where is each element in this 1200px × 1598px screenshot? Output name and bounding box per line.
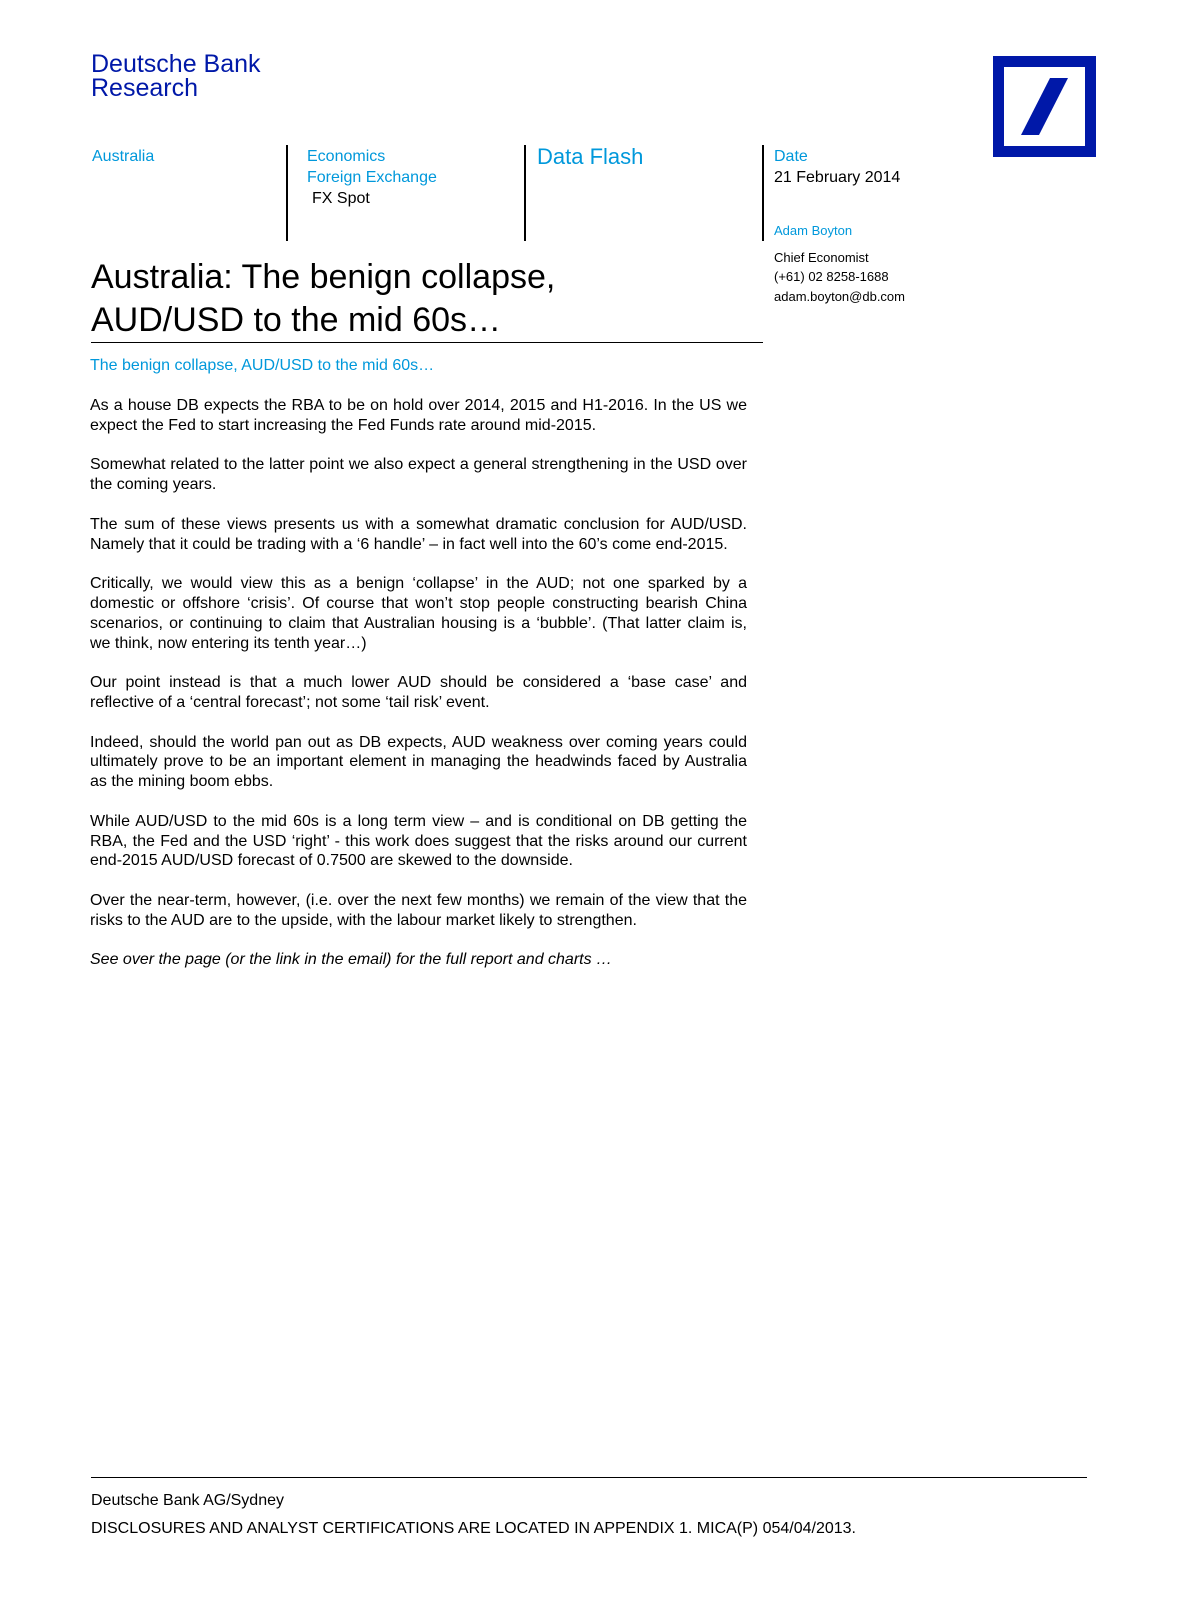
- topic-economics: Economics: [307, 148, 386, 165]
- page-footer: [91, 1487, 856, 1543]
- body-paragraph: The sum of these views presents us with a somewhat dramatic conclusion for AUD/USD. Namely that it could be trading with a ‘6 handle’ – in fact well into the 60’s come end-2015.: [90, 515, 747, 553]
- body-paragraph: As a house DB expects the RBA to be on hold over 2014, 2015 and H1-2016. In the US we expect the Fed to start increasing the Fed Funds rate around mid-2015.: [90, 397, 747, 434]
- subtopic-fx-spot: FX Spot: [312, 190, 370, 207]
- brand-research: Research: [91, 74, 198, 102]
- header-divider: [762, 145, 764, 241]
- body-paragraph: Somewhat related to the latter point we also expect a general strengthening in the USD over the coming years.: [90, 456, 747, 494]
- body-paragraph: Critically, we would view this as a benign ‘collapse’ in the AUD; not one sparked by a domestic or offshore ‘crisis’. Of course that won’t stop people constructing bearish China scenarios, or continuing to claim that Australian housing is a ‘bubble’. (That latter claim is, we think, now entering its tenth year…): [90, 575, 747, 652]
- header-divider: [286, 145, 288, 241]
- body-paragraph: While AUD/USD to the mid 60s is a long term view – and is conditional on DB getting the RBA, the Fed and the USD ‘right’ - this work does suggest that the risks around our current end-2015 AUD/USD forecast of 0.7500 are skewed to the downside.: [90, 812, 747, 870]
- title-line-1: Australia: The benign collapse,: [91, 258, 556, 296]
- report-title: [91, 256, 761, 342]
- footer-office: Deutsche Bank AG/Sydney: [91, 1492, 284, 1509]
- header-divider: [524, 145, 526, 241]
- analyst-role: Chief Economist: [774, 249, 869, 265]
- analyst-phone: (+61) 02 8258-1688: [774, 269, 889, 284]
- body-paragraph: Indeed, should the world pan out as DB expects, AUD weakness over coming years could ultimately prove to be an important element in managing the headwinds faced by Australia as the mining boom ebbs.: [90, 733, 747, 791]
- analyst-block: [774, 221, 905, 306]
- closing-note: See over the page (or the link in the email) for the full report and charts …: [90, 951, 613, 969]
- date-label: Date: [774, 148, 808, 165]
- title-line-2: AUD/USD to the mid 60s…: [91, 301, 502, 339]
- publication-date: 21 February 2014: [774, 169, 901, 186]
- region-label: Australia: [92, 148, 155, 165]
- topic-foreign-exchange: Foreign Exchange: [307, 169, 437, 186]
- document-type: Data Flash: [537, 144, 644, 169]
- analyst-name: Adam Boyton: [774, 223, 853, 238]
- deutsche-bank-logo: [993, 56, 1096, 157]
- report-subtitle: The benign collapse, AUD/USD to the mid 60s…: [90, 357, 435, 374]
- analyst-email[interactable]: adam.boyton@db.com: [774, 288, 905, 304]
- logo-slash-icon: [1004, 67, 1085, 146]
- report-body: [90, 396, 747, 990]
- body-paragraph: Our point instead is that a much lower AUD should be considered a ‘base case’ and reflective of a ‘central forecast’; not some ‘tail risk’ event.: [90, 674, 747, 711]
- footer-disclosure: DISCLOSURES AND ANALYST CERTIFICATIONS ARE LOCATED IN APPENDIX 1. MICA(P) 054/04/2013.: [91, 1520, 856, 1537]
- brand-name: Deutsche Bank: [91, 50, 261, 78]
- topics-block: [307, 146, 437, 209]
- title-divider: [91, 342, 763, 343]
- brand-wordmark: [91, 52, 261, 100]
- date-block: [774, 146, 900, 188]
- footer-divider: [91, 1477, 1087, 1478]
- body-paragraph: Over the near-term, however, (i.e. over the next few months) we remain of the view that the risks to the AUD are to the upside, with the labour market likely to strengthen.: [90, 891, 747, 929]
